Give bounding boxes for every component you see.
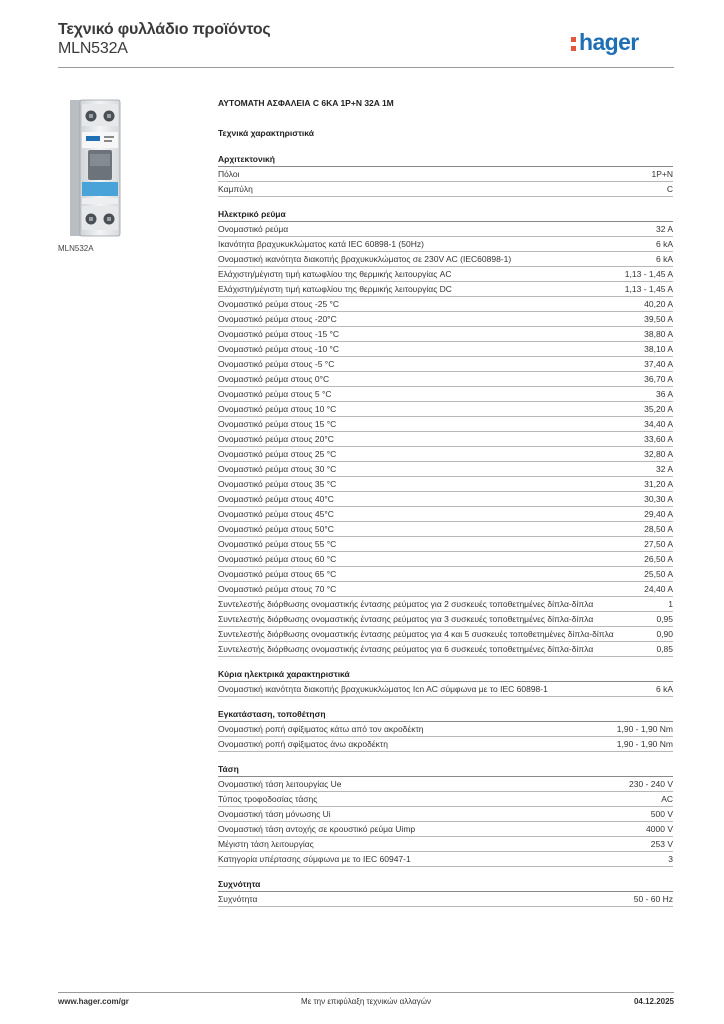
spec-row xyxy=(218,327,673,342)
spec-row xyxy=(218,267,673,282)
spec-row xyxy=(218,312,673,327)
spec-row xyxy=(218,282,673,297)
spec-label: Ονομαστικό ρεύμα στους 70 °C xyxy=(218,583,337,594)
spec-value: 28,50 A xyxy=(644,523,673,534)
spec-section xyxy=(218,763,673,867)
spec-label: Μέγιστη τάση λειτουργίας xyxy=(218,838,314,849)
spec-row xyxy=(218,852,673,867)
spec-sections xyxy=(218,153,673,907)
spec-row xyxy=(218,417,673,432)
spec-value: AC xyxy=(661,793,673,804)
footer-note: Με την επιφύλαξη τεχνικών αλλαγών xyxy=(301,997,431,1006)
footer-date: 04.12.2025 xyxy=(633,997,674,1006)
spec-section xyxy=(218,208,673,657)
spec-label: Καμπύλη xyxy=(218,183,253,194)
logo-dot-top xyxy=(571,37,576,42)
spec-value: 29,40 A xyxy=(644,508,673,519)
spec-label: Ονομαστικό ρεύμα στους 35 °C xyxy=(218,478,337,489)
spec-value: 1,90 - 1,90 Nm xyxy=(616,723,673,734)
spec-row xyxy=(218,477,673,492)
header-divider xyxy=(58,67,674,68)
spec-value: 36 A xyxy=(655,388,673,399)
spec-value: 0,90 xyxy=(656,628,673,639)
document-header xyxy=(58,20,674,68)
spec-label: Ονομαστική τάση μόνωσης Ui xyxy=(218,808,331,819)
spec-label: Ονομαστική τάση λειτουργίας Ue xyxy=(218,778,342,789)
spec-value: 500 V xyxy=(650,808,673,819)
spec-value: 38,80 A xyxy=(644,328,673,339)
hager-logo xyxy=(570,26,674,56)
footer-divider xyxy=(58,992,674,993)
spec-section xyxy=(218,708,673,752)
spec-value: 6 kA xyxy=(655,683,673,694)
spec-row xyxy=(218,807,673,822)
spec-label: Κατηγορία υπέρτασης σύμφωνα με το IEC 60947-1 xyxy=(218,853,411,864)
spec-row xyxy=(218,462,673,477)
spec-label: Ονομαστικό ρεύμα στους -10 °C xyxy=(218,343,340,354)
spec-row xyxy=(218,167,673,182)
spec-section xyxy=(218,878,673,907)
document-title: Τεχνικό φυλλάδιο προϊόντος xyxy=(58,21,271,38)
spec-value: 24,40 A xyxy=(644,583,673,594)
spec-label: Ονομαστική ικανότητα διακοπής βραχυκυκλώματος Icn AC σύμφωνα με το IEC 60898-1 xyxy=(218,683,548,694)
spec-label: Ικανότητα βραχυκυκλώματος κατά IEC 60898-1 (50Hz) xyxy=(218,238,424,249)
spec-value: 40,20 A xyxy=(644,298,673,309)
spec-label: Πόλοι xyxy=(218,168,240,179)
spec-label: Ονομαστικό ρεύμα στους -25 °C xyxy=(218,298,340,309)
circuit-breaker-image xyxy=(58,98,144,238)
spec-value: 35,20 A xyxy=(644,403,673,414)
spec-value: 4000 V xyxy=(646,823,673,834)
section-title: Συχνότητα xyxy=(218,878,673,892)
spec-row xyxy=(218,387,673,402)
spec-label: Ονομαστική ροπή σφίξιματος άνω ακροδέκτη xyxy=(218,738,388,749)
spec-row xyxy=(218,297,673,312)
spec-content xyxy=(218,96,673,907)
spec-value: 6 kA xyxy=(655,253,673,264)
spec-row xyxy=(218,567,673,582)
spec-row xyxy=(218,507,673,522)
spec-label: Ονομαστικό ρεύμα στους 20°C xyxy=(218,433,334,444)
spec-label: Ονομαστικό ρεύμα στους 50°C xyxy=(218,523,334,534)
image-caption: MLN532A xyxy=(58,244,94,253)
section-title: Τάση xyxy=(218,763,673,777)
spec-value: 32 A xyxy=(655,463,673,474)
spec-value: 1,90 - 1,90 Nm xyxy=(616,738,673,749)
spec-value: 6 kA xyxy=(655,238,673,249)
spec-value: 26,50 A xyxy=(644,553,673,564)
spec-label: Ελάχιστη/μέγιστη τιμή κατωφλίου της θερμικής λειτουργίας AC xyxy=(218,268,452,279)
spec-label: Ελάχιστη/μέγιστη τιμή κατωφλίου της θερμικής λειτουργίας DC xyxy=(218,283,452,294)
spec-label: Συντελεστής διόρθωσης ονομαστικής έντασης ρεύματος για 4 και 5 συσκευές τοποθετημένες δίπλα-δίπλα xyxy=(218,628,614,639)
spec-label: Ονομαστικό ρεύμα στους 5 °C xyxy=(218,388,332,399)
spec-row xyxy=(218,447,673,462)
spec-row xyxy=(218,597,673,612)
spec-label: Ονομαστικό ρεύμα στους -5 °C xyxy=(218,358,335,369)
spec-row xyxy=(218,822,673,837)
spec-label: Ονομαστικό ρεύμα στους 60 °C xyxy=(218,553,337,564)
spec-row xyxy=(218,892,673,907)
spec-label: Συντελεστής διόρθωσης ονομαστικής έντασης ρεύματος για 6 συσκευές τοποθετημένες δίπλα-δίπλα xyxy=(218,643,594,654)
logo-wordmark: hager xyxy=(579,29,639,55)
spec-label: Ονομαστικό ρεύμα στους 40°C xyxy=(218,493,334,504)
footer-url[interactable]: www.hager.com/gr xyxy=(58,997,129,1006)
spec-row xyxy=(218,357,673,372)
spec-label: Συντελεστής διόρθωσης ονομαστικής έντασης ρεύματος για 3 συσκευές τοποθετημένες δίπλα-δίπλα xyxy=(218,613,594,624)
spec-section xyxy=(218,668,673,697)
spec-row xyxy=(218,792,673,807)
tech-heading: Τεχνικά χαρακτηριστικά xyxy=(218,128,314,138)
spec-row xyxy=(218,737,673,752)
spec-row xyxy=(218,182,673,197)
spec-row xyxy=(218,402,673,417)
spec-row xyxy=(218,682,673,697)
spec-row xyxy=(218,612,673,627)
spec-value: 0,85 xyxy=(656,643,673,654)
spec-row xyxy=(218,582,673,597)
spec-row xyxy=(218,627,673,642)
spec-label: Ονομαστικό ρεύμα στους 65 °C xyxy=(218,568,337,579)
spec-value: 32 A xyxy=(655,223,673,234)
spec-label: Ονομαστικό ρεύμα στους -20°C xyxy=(218,313,337,324)
spec-row xyxy=(218,777,673,792)
page-footer xyxy=(58,997,674,1011)
spec-label: Ονομαστικό ρεύμα xyxy=(218,223,289,234)
spec-value: 230 - 240 V xyxy=(629,778,673,789)
spec-row xyxy=(218,642,673,657)
spec-label: Ονομαστικό ρεύμα στους 0°C xyxy=(218,373,330,384)
spec-row xyxy=(218,222,673,237)
spec-value: 0,95 xyxy=(656,613,673,624)
spec-value: 31,20 A xyxy=(644,478,673,489)
spec-label: Ονομαστικό ρεύμα στους 45°C xyxy=(218,508,334,519)
spec-value: 1 xyxy=(668,598,673,609)
spec-row xyxy=(218,552,673,567)
spec-row xyxy=(218,492,673,507)
spec-value: 3 xyxy=(668,853,673,864)
spec-section xyxy=(218,153,673,197)
logo-dot-bottom xyxy=(571,46,576,51)
spec-label: Ονομαστική ροπή σφίξιματος κάτω από τον ακροδέκτη xyxy=(218,723,424,734)
spec-value: 1,13 - 1,45 A xyxy=(624,268,673,279)
spec-label: Ονομαστική τάση αντοχής σε κρουστικό ρεύμα Uimp xyxy=(218,823,416,834)
spec-value: 38,10 A xyxy=(644,343,673,354)
spec-value: 1,13 - 1,45 A xyxy=(624,283,673,294)
section-title: Ηλεκτρικό ρεύμα xyxy=(218,208,673,222)
spec-label: Τύπος τροφοδοσίας τάσης xyxy=(218,793,318,804)
spec-row xyxy=(218,432,673,447)
section-title: Κύρια ηλεκτρικά χαρακτηριστικά xyxy=(218,668,673,682)
spec-value: 25,50 A xyxy=(644,568,673,579)
spec-row xyxy=(218,522,673,537)
spec-value: 30,30 A xyxy=(644,493,673,504)
section-title: Εγκατάσταση, τοποθέτηση xyxy=(218,708,673,722)
spec-label: Ονομαστικό ρεύμα στους 25 °C xyxy=(218,448,337,459)
spec-value: 37,40 A xyxy=(644,358,673,369)
spec-value: 50 - 60 Hz xyxy=(633,893,673,904)
spec-row xyxy=(218,722,673,737)
spec-label: Ονομαστικό ρεύμα στους 55 °C xyxy=(218,538,337,549)
spec-value: 34,40 A xyxy=(644,418,673,429)
spec-row xyxy=(218,237,673,252)
spec-value: 33,60 A xyxy=(644,433,673,444)
spec-label: Ονομαστικό ρεύμα στους 30 °C xyxy=(218,463,337,474)
section-title: Αρχιτεκτονική xyxy=(218,153,673,167)
spec-row xyxy=(218,837,673,852)
product-code: MLN532A xyxy=(58,40,128,57)
product-name: ΑΥΤΟΜΑΤΗ ΑΣΦΑΛΕΙΑ C 6KA 1P+N 32A 1M xyxy=(218,98,394,108)
spec-label: Συχνότητα xyxy=(218,893,258,904)
spec-row xyxy=(218,537,673,552)
spec-label: Συντελεστής διόρθωσης ονομαστικής έντασης ρεύματος για 2 συσκευές τοποθετημένες δίπλα-δίπλα xyxy=(218,598,594,609)
spec-value: 27,50 A xyxy=(644,538,673,549)
spec-value: C xyxy=(666,183,673,194)
spec-value: 32,80 A xyxy=(644,448,673,459)
spec-label: Ονομαστικό ρεύμα στους -15 °C xyxy=(218,328,340,339)
spec-row xyxy=(218,372,673,387)
spec-value: 39,50 A xyxy=(644,313,673,324)
spec-value: 253 V xyxy=(650,838,673,849)
spec-label: Ονομαστικό ρεύμα στους 15 °C xyxy=(218,418,337,429)
spec-label: Ονομαστική ικανότητα διακοπής βραχυκυκλώματος σε 230V AC (IEC60898-1) xyxy=(218,253,512,264)
spec-row xyxy=(218,342,673,357)
spec-row xyxy=(218,252,673,267)
spec-value: 1P+N xyxy=(651,168,673,179)
spec-value: 36,70 A xyxy=(644,373,673,384)
spec-label: Ονομαστικό ρεύμα στους 10 °C xyxy=(218,403,337,414)
